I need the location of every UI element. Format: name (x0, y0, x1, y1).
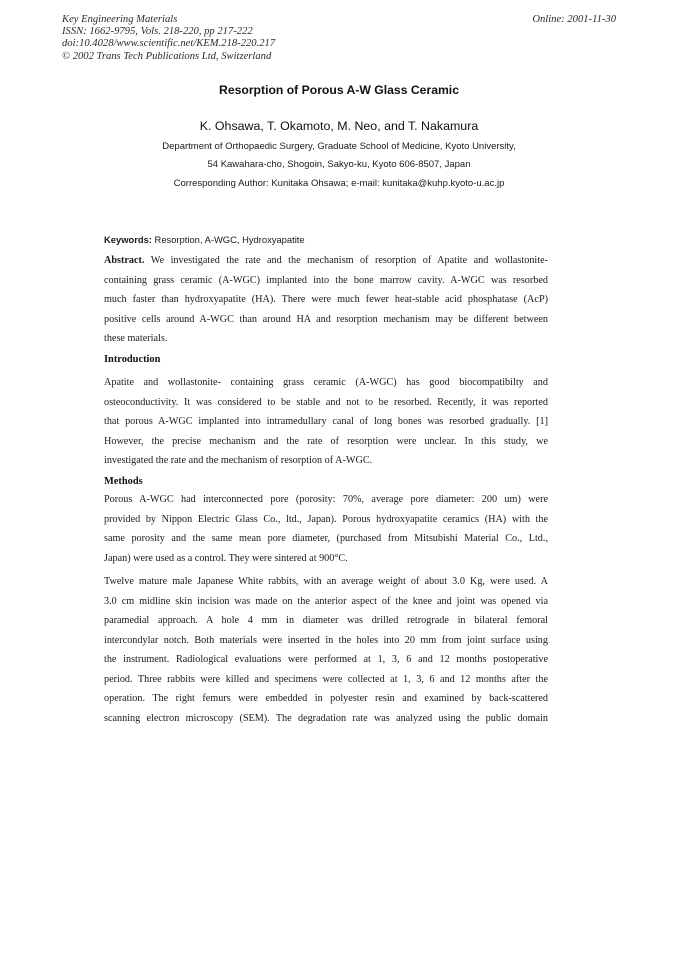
methods-paragraph-1 (104, 490, 548, 568)
methods-line: Japan) were used as a control. They were sintered at 900°C. (104, 552, 348, 564)
methods-line: Porous A-WGC had interconnected pore (porosity: 70%, average pore diameter: 200 um) were (104, 494, 548, 505)
keywords-label: Keywords: (104, 234, 152, 245)
introduction-line: However, the precise mechanism and the rate of resorption were unclear. In this study, we (104, 435, 548, 447)
abstract-line: these materials. (104, 333, 168, 344)
introduction-line: Apatite and wollastonite- containing grass ceramic (A-WGC) has good biocompatibilty and (104, 377, 548, 388)
methods-line: paramedial approach. A hole 4 mm in diameter was drilled retrograde in bilateral femoral (104, 615, 548, 626)
methods-line: operation. The right femurs were embedded in polyester resin and examined by back-scattered (104, 693, 548, 704)
affiliation-line: 54 Kawahara-cho, Shogoin, Sakyo-ku, Kyoto 606-8507, Japan (207, 159, 471, 170)
affiliation-line: Corresponding Author: Kunitaka Ohsawa; e-mail: kunitaka@kuhp.kyoto-u.ac.jp (173, 178, 505, 189)
methods-line: 3.0 cm midline skin incision was made on the anterior aspect of the knee and joint was opened via (104, 595, 548, 607)
keywords (104, 234, 305, 245)
author-list: K. Ohsawa, T. Okamoto, M. Neo, and T. Nakamura (199, 119, 479, 133)
introduction-line: that porous A-WGC implanted into intramedullary canal of long bones was resorbed gradually. [1] (104, 416, 548, 427)
introduction-body (104, 373, 548, 471)
affiliation-line: Department of Orthopaedic Surgery, Graduate School of Medicine, Kyoto University, (162, 141, 516, 152)
abstract-line: containing grass ceramic (A-WGC) implanted into the bone marrow cavity. A-WGC was resorbed (104, 274, 548, 286)
introduction-line: investigated the rate and the mechanism of resorption of A-WGC. (104, 455, 373, 466)
methods-line: same porosity and the same mean pore diameter, (purchased from Mitsubishi Material Co., Ltd., (104, 533, 548, 544)
methods-line: period. Three rabbits were killed and specimens were collected at 1, 3, 6 and 12 months after the (104, 673, 548, 685)
copyright-line: © 2002 Trans Tech Publications Ltd, Switzerland (62, 50, 272, 62)
methods-line: scanning electron microscopy (SEM). The degradation rate was analyzed using the public domain (104, 712, 548, 724)
methods-heading: Methods (104, 476, 143, 487)
abstract-line: Abstract. We investigated the rate and the mechanism of resorption of Apatite and wollastonite- (104, 255, 548, 266)
abstract (104, 251, 548, 349)
abstract-line: much faster than hydroxyapatite (HA). There were much fewer heat-stable acid phosphatase (AcP) (104, 294, 548, 305)
introduction-heading: Introduction (104, 354, 161, 365)
journal-header (62, 14, 275, 63)
paper-title: Resorption of Porous A-W Glass Ceramic (219, 83, 459, 97)
abstract-line: positive cells around A-WGC than around HA and resorption mechanism may be different between (104, 313, 548, 325)
methods-line: intercondylar notch. Both materials were inserted in the holes into 20 mm from joint surface using (104, 634, 548, 646)
abstract-label: Abstract. (104, 255, 145, 266)
introduction-line: osteoconductivity. It was considered to be stable and not to be resorbed. Recently, it was reported (104, 396, 548, 408)
online-date: Online: 2001-11-30 (532, 14, 616, 25)
methods-line: provided by Nippon Electric Glass Co., ltd., Japan). Porous hydroxyapatite ceramics (HA) with the (104, 513, 548, 525)
journal-name: Key Engineering Materials (62, 14, 178, 25)
methods-paragraph-2 (104, 572, 548, 728)
issn-line: ISSN: 1662-9795, Vols. 218-220, pp 217-222 (62, 26, 253, 38)
doi-line: doi:10.4028/www.scientific.net/KEM.218-220.217 (62, 38, 276, 50)
methods-line: Twelve mature male Japanese White rabbits, with an average weight of about 3.0 Kg, were used. A (104, 576, 548, 587)
keywords-text: Resorption, A-WGC, Hydroxyapatite (154, 234, 305, 245)
methods-line: the instrument. Radiological evaluations were performed at 1, 3, 6 and 12 months postoperative (104, 654, 548, 665)
